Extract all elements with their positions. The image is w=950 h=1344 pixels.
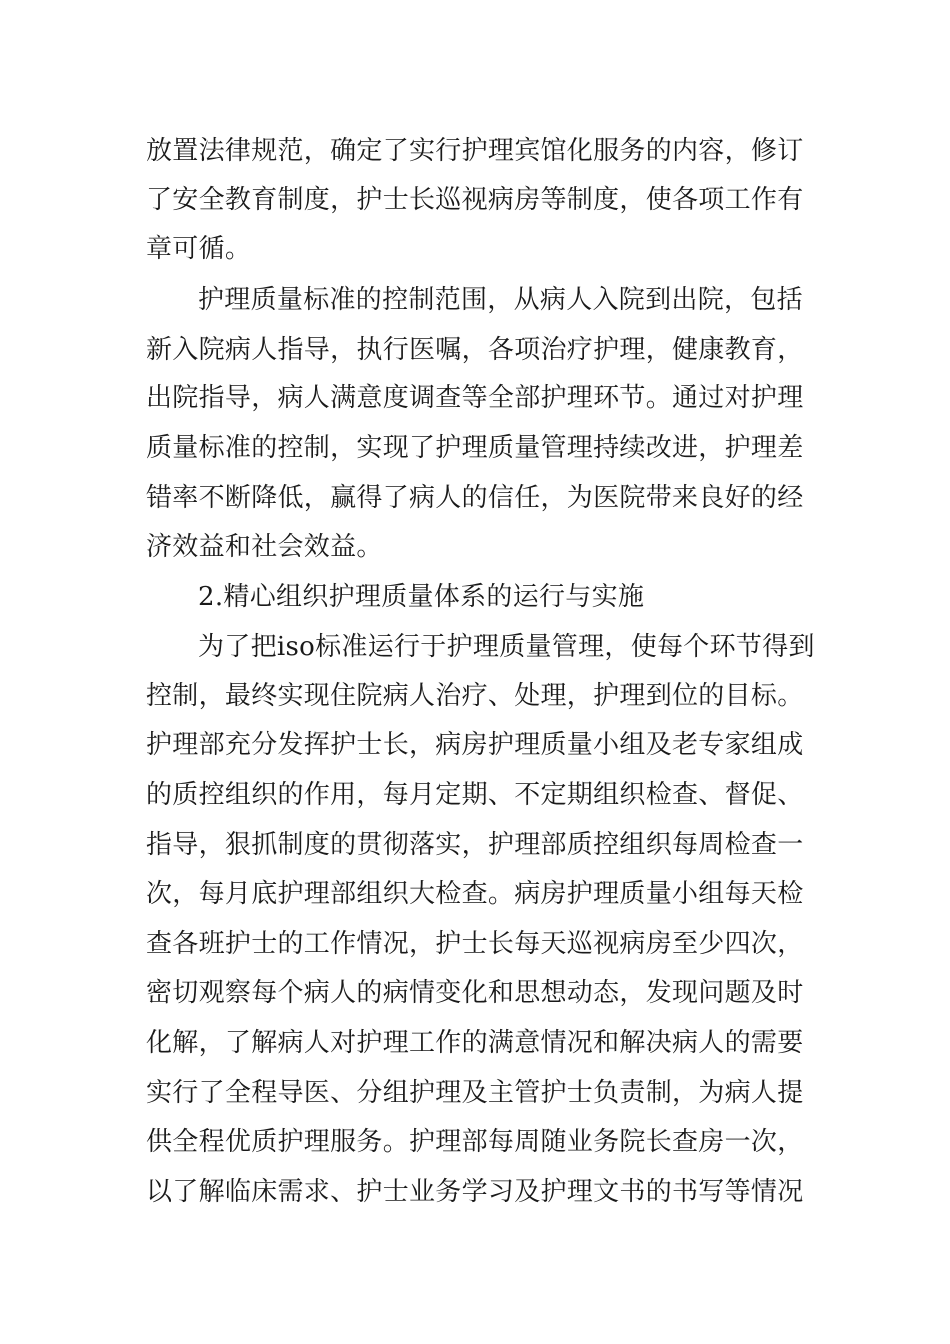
- text-line: 密切观察每个病人的病情变化和思想动态，发现问题及时: [146, 978, 804, 1008]
- text-line: 的质控组织的作用，每月定期、不定期组织检查、督促、: [146, 780, 804, 810]
- text-line: 新入院病人指导，执行医嘱，各项治疗护理，健康教育，: [146, 335, 804, 365]
- text-line: 指导，狠抓制度的贯彻落实，护理部质控组织每周检查一: [146, 830, 804, 860]
- text-line: 次，每月底护理部组织大检查。病房护理质量小组每天检: [146, 879, 804, 909]
- text-line: 了安全教育制度，护士长巡视病房等制度，使各项工作有: [146, 185, 804, 215]
- text-line: 章可循。: [146, 234, 252, 264]
- section-heading: 2.精心组织护理质量体系的运行与实施: [198, 582, 645, 612]
- paragraph-first-line: 为了把iso标准运行于护理质量管理，使每个环节得到: [198, 632, 815, 662]
- text-line: 实行了全程导医、分组护理及主管护士负责制，为病人提: [146, 1078, 804, 1108]
- text-line: 错率不断降低，赢得了病人的信任，为医院带来良好的经: [146, 483, 804, 513]
- text-line: 护理部充分发挥护士长，病房护理质量小组及老专家组成: [146, 730, 804, 760]
- text-line: 以了解临床需求、护士业务学习及护理文书的书写等情况: [146, 1177, 804, 1207]
- text-line: 查各班护士的工作情况，护士长每天巡视病房至少四次，: [146, 929, 804, 959]
- text-line: 供全程优质护理服务。护理部每周随业务院长查房一次，: [146, 1127, 804, 1157]
- text-line: 质量标准的控制，实现了护理质量管理持续改进，护理差: [146, 433, 804, 463]
- text-line: 放置法律规范，确定了实行护理宾馆化服务的内容，修订: [146, 136, 804, 166]
- text-line: 济效益和社会效益。: [146, 532, 383, 562]
- text-line: 控制，最终实现住院病人治疗、处理，护理到位的目标。: [146, 681, 804, 711]
- text-line: 化解，了解病人对护理工作的满意情况和解决病人的需要: [146, 1028, 804, 1058]
- paragraph-first-line: 护理质量标准的控制范围，从病人入院到出院，包括: [198, 285, 803, 315]
- text-line: 出院指导，病人满意度调查等全部护理环节。通过对护理: [146, 383, 804, 413]
